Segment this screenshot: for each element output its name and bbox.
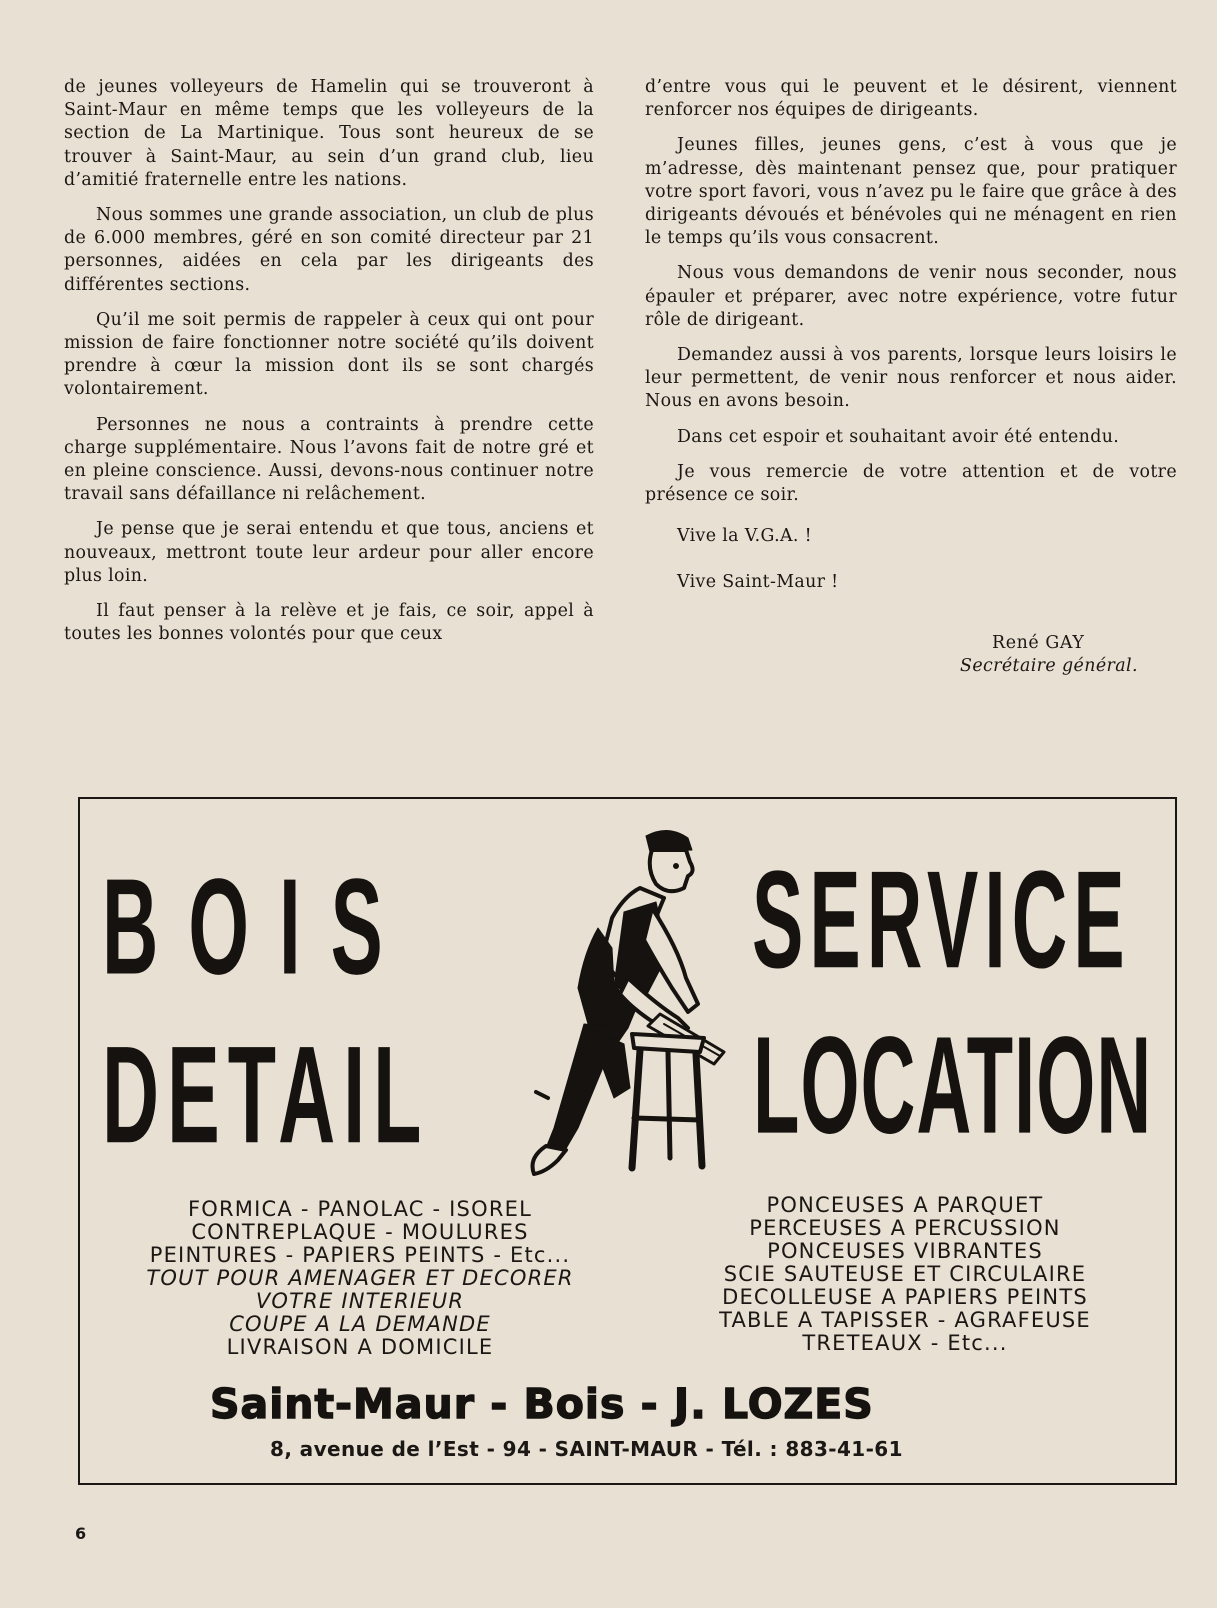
ad-headline-location: LOCATION (753, 1008, 1153, 1164)
list-item: PEINTURES - PAPIERS PEINTS - Etc... (149, 1243, 571, 1267)
ad-rental-list (665, 1194, 1145, 1355)
ad-brand-name: Saint-Maur - Bois - J. LOZES (210, 1380, 874, 1428)
list-item: COUPE A LA DEMANDE (229, 1312, 491, 1336)
ad-headline-bois: BOIS (102, 849, 413, 1004)
paragraph: Jeunes filles, jeunes gens, c’est à vous que je m’adresse, dès maintenant pensez que, pour pratiquer votre sport favori, vous n’avez pu le faire que grâce à des dirigeants dévoués et bénévoles qui ne ménagent en rien le temps qu’ils vous consacrent. (645, 135, 1177, 249)
list-item: PONCEUSES A PARQUET (766, 1193, 1044, 1217)
list-item: TOUT POUR AMENAGER ET DECORER (146, 1266, 574, 1290)
paragraph: Je vous remercie de votre attention et de votre présence ce soir. (645, 461, 1177, 506)
paragraph: Nous vous demandons de venir nous seconder, nous épauler et préparer, avec notre expérience, votre futur rôle de dirigeant. (645, 263, 1177, 330)
paragraph: Nous sommes une grande association, un club de plus de 6.000 membres, géré en son comité directeur par 21 personnes, aidées en cela par les dirigeants des différentes sections. (64, 205, 594, 295)
article-right-column (645, 76, 1177, 611)
list-item: CONTREPLAQUE - MOULURES (191, 1220, 529, 1244)
paragraph: Demandez aussi à vos parents, lorsque leurs loisirs le leur permettent, de venir nous renforcer et nous aider. Nous en avons besoin. (645, 345, 1177, 412)
list-item: PERCEUSES A PERCUSSION (749, 1216, 1061, 1240)
signature-block (960, 632, 1160, 678)
closing-cheer: Vive la V.G.A. ! (677, 526, 812, 547)
ad-product-list (100, 1198, 620, 1359)
ad-headline-detail: DETAIL (102, 1016, 430, 1172)
paragraph: Dans cet espoir et souhaitant avoir été entendu. (677, 426, 1120, 447)
paragraph: Qu’il me soit permis de rappeler à ceux qui ont pour mission de faire fonctionner notre société qu’ils doivent prendre à cœur la mission dont ils se sont chargés volontairement. (64, 309, 594, 400)
ad-address: 8, avenue de l’Est - 94 - SAINT-MAUR - Tél. : 883-41-61 (270, 1437, 903, 1461)
list-item: VOTRE INTERIEUR (255, 1289, 465, 1313)
closing-cheer: Vive Saint-Maur ! (677, 572, 839, 593)
list-item: LIVRAISON A DOMICILE (226, 1335, 494, 1359)
signature-name: René GAY (992, 633, 1085, 653)
list-item: SCIE SAUTEUSE ET CIRCULAIRE (723, 1262, 1087, 1286)
signature-title: Secrétaire général. (960, 656, 1138, 676)
paragraph: d’entre vous qui le peuvent et le désirent, viennent renforcer nos équipes de dirigeants. (645, 77, 1177, 121)
list-item: FORMICA - PANOLAC - ISOREL (188, 1197, 532, 1221)
list-item: PONCEUSES VIBRANTES (767, 1239, 1043, 1263)
carpenter-sawing-icon (528, 828, 740, 1180)
list-item: DECOLLEUSE A PAPIERS PEINTS (722, 1285, 1088, 1309)
paragraph: Il faut penser à la relève et je fais, ce soir, appel à toutes les bonnes volontés pour que ceux (64, 601, 594, 645)
article-left-column (64, 76, 594, 658)
ad-headline-service: SERVICE (752, 843, 1131, 998)
paragraph: Je pense que je serai entendu et que tous, anciens et nouveaux, mettront toute leur ardeur pour aller encore plus loin. (64, 519, 594, 586)
list-item: TRETEAUX - Etc... (802, 1331, 1008, 1355)
page-number: 6 (75, 1524, 87, 1543)
paragraph: de jeunes volleyeurs de Hamelin qui se trouveront à Saint-Maur en même temps que les volleyeurs de la section de La Martinique. Tous sont heureux de se trouver à Saint-Maur, au sein d’un grand club, lieu d’amitié fraternelle entre les nations. (64, 77, 594, 190)
list-item: TABLE A TAPISSER - AGRAFEUSE (719, 1308, 1091, 1332)
paragraph: Personnes ne nous a contraints à prendre cette charge supplémentaire. Nous l’avons fait de notre gré et en pleine conscience. Aussi, devons-nous continuer notre travail sans défaillance ni relâchement. (64, 414, 594, 505)
